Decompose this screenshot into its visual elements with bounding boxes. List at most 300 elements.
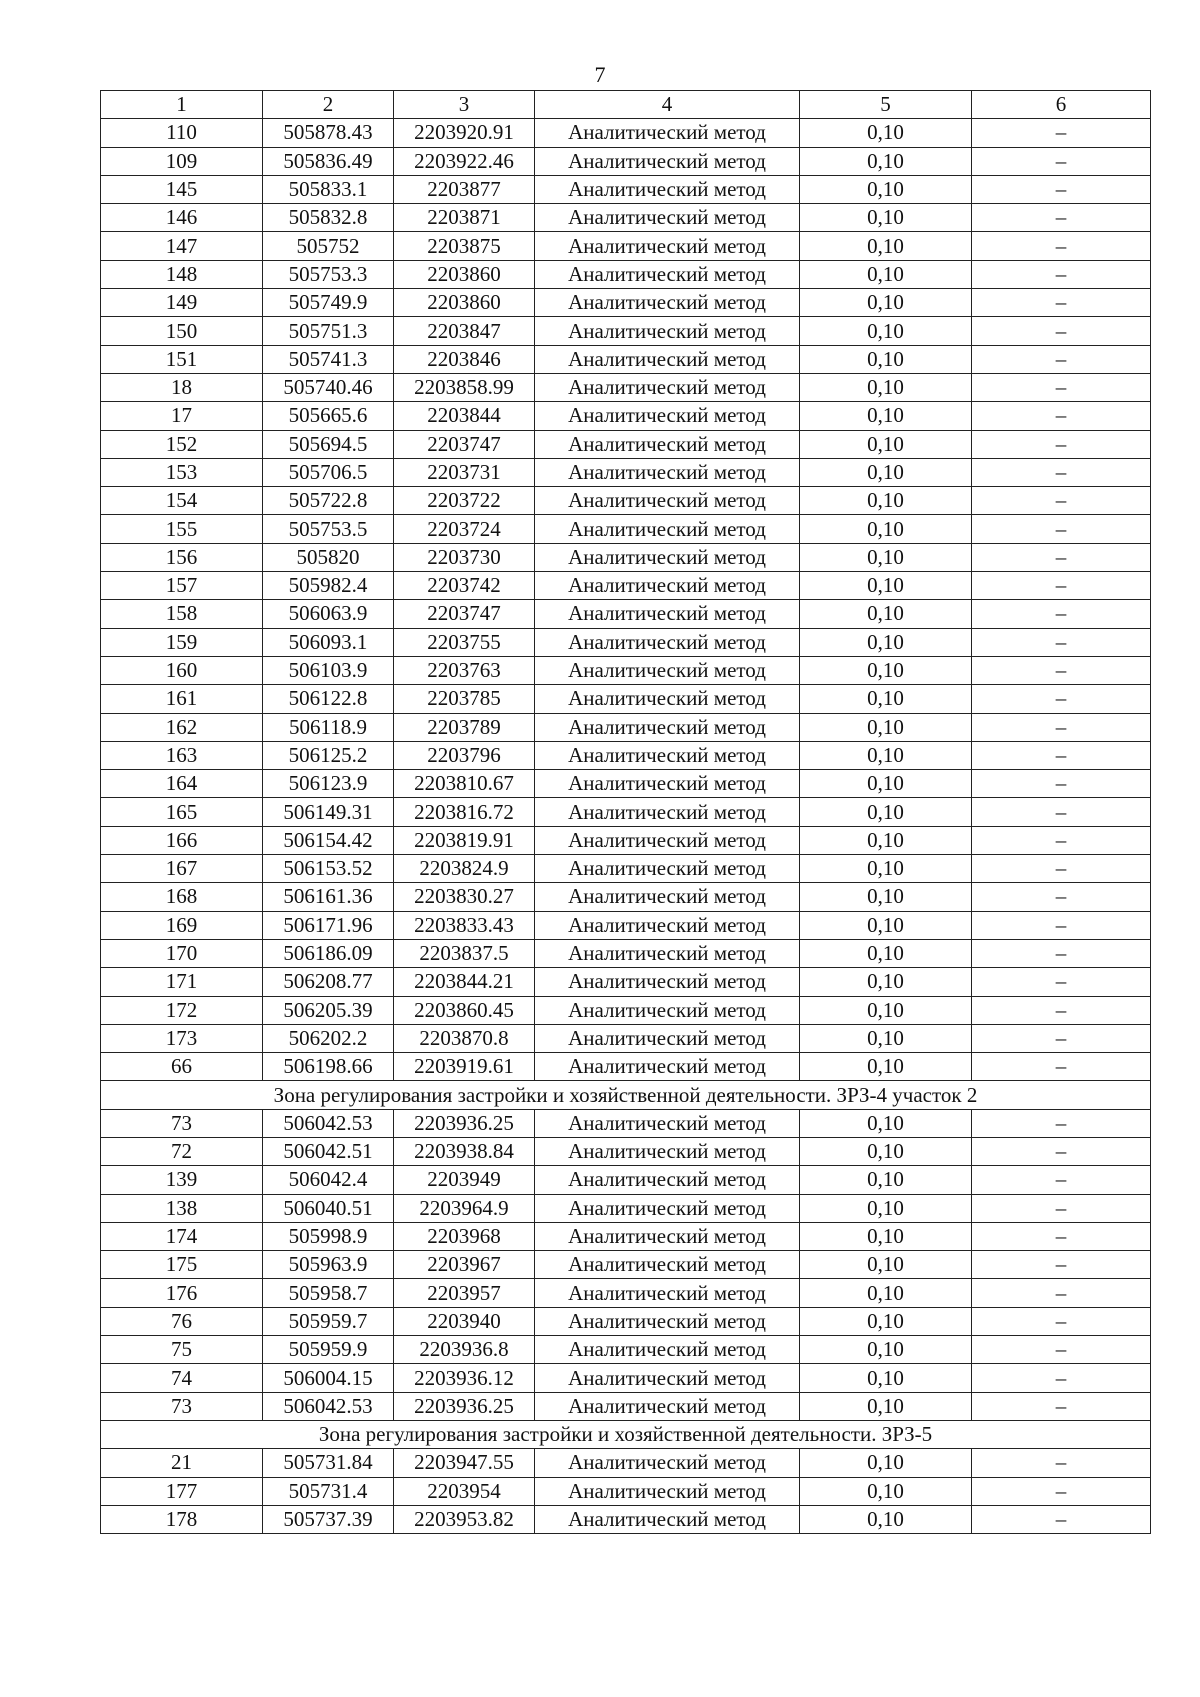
x-coordinate-cell: 505833.1 <box>263 175 394 203</box>
y-coordinate-cell: 2203870.8 <box>394 1024 535 1052</box>
x-coordinate-cell: 505751.3 <box>263 317 394 345</box>
note-cell: – <box>972 996 1151 1024</box>
table-row <box>101 685 1151 713</box>
method-cell: Аналитический метод <box>535 741 800 769</box>
header-cell: 2 <box>263 91 394 119</box>
y-coordinate-cell: 2203830.27 <box>394 883 535 911</box>
method-cell: Аналитический метод <box>535 968 800 996</box>
table-row <box>101 1364 1151 1392</box>
x-coordinate-cell: 505740.46 <box>263 373 394 401</box>
accuracy-cell: 0,10 <box>800 1251 972 1279</box>
header-cell: 4 <box>535 91 800 119</box>
x-coordinate-cell: 505665.6 <box>263 402 394 430</box>
table-row <box>101 996 1151 1024</box>
table-row <box>101 487 1151 515</box>
point-number-cell: 158 <box>101 600 263 628</box>
y-coordinate-cell: 2203936.12 <box>394 1364 535 1392</box>
point-number-cell: 75 <box>101 1336 263 1364</box>
note-cell: – <box>972 232 1151 260</box>
point-number-cell: 174 <box>101 1222 263 1250</box>
y-coordinate-cell: 2203968 <box>394 1222 535 1250</box>
method-cell: Аналитический метод <box>535 260 800 288</box>
x-coordinate-cell: 506171.96 <box>263 911 394 939</box>
y-coordinate-cell: 2203860 <box>394 289 535 317</box>
y-coordinate-cell: 2203936.25 <box>394 1109 535 1137</box>
x-coordinate-cell: 505753.3 <box>263 260 394 288</box>
x-coordinate-cell: 505741.3 <box>263 345 394 373</box>
x-coordinate-cell: 506153.52 <box>263 855 394 883</box>
method-cell: Аналитический метод <box>535 1307 800 1335</box>
note-cell: – <box>972 1194 1151 1222</box>
x-coordinate-cell: 506093.1 <box>263 628 394 656</box>
table-row <box>101 572 1151 600</box>
y-coordinate-cell: 2203810.67 <box>394 770 535 798</box>
header-cell: 1 <box>101 91 263 119</box>
method-cell: Аналитический метод <box>535 458 800 486</box>
x-coordinate-cell: 505722.8 <box>263 487 394 515</box>
note-cell: – <box>972 1336 1151 1364</box>
x-coordinate-cell: 505998.9 <box>263 1222 394 1250</box>
accuracy-cell: 0,10 <box>800 572 972 600</box>
note-cell: – <box>972 656 1151 684</box>
table-row <box>101 741 1151 769</box>
method-cell: Аналитический метод <box>535 826 800 854</box>
method-cell: Аналитический метод <box>535 543 800 571</box>
method-cell: Аналитический метод <box>535 1251 800 1279</box>
table-row <box>101 1251 1151 1279</box>
y-coordinate-cell: 2203747 <box>394 600 535 628</box>
table-row <box>101 826 1151 854</box>
table-row <box>101 1279 1151 1307</box>
note-cell: – <box>972 911 1151 939</box>
y-coordinate-cell: 2203940 <box>394 1307 535 1335</box>
point-number-cell: 176 <box>101 1279 263 1307</box>
y-coordinate-cell: 2203722 <box>394 487 535 515</box>
method-cell: Аналитический метод <box>535 713 800 741</box>
y-coordinate-cell: 2203847 <box>394 317 535 345</box>
x-coordinate-cell: 506161.36 <box>263 883 394 911</box>
x-coordinate-cell: 506118.9 <box>263 713 394 741</box>
x-coordinate-cell: 506042.53 <box>263 1392 394 1420</box>
x-coordinate-cell: 505749.9 <box>263 289 394 317</box>
point-number-cell: 167 <box>101 855 263 883</box>
zone-heading-row <box>101 1420 1151 1448</box>
y-coordinate-cell: 2203920.91 <box>394 119 535 147</box>
point-number-cell: 146 <box>101 204 263 232</box>
point-number-cell: 73 <box>101 1392 263 1420</box>
table-row <box>101 628 1151 656</box>
accuracy-cell: 0,10 <box>800 741 972 769</box>
y-coordinate-cell: 2203919.61 <box>394 1053 535 1081</box>
y-coordinate-cell: 2203837.5 <box>394 939 535 967</box>
table-row <box>101 458 1151 486</box>
method-cell: Аналитический метод <box>535 1449 800 1477</box>
point-number-cell: 165 <box>101 798 263 826</box>
point-number-cell: 147 <box>101 232 263 260</box>
x-coordinate-cell: 506198.66 <box>263 1053 394 1081</box>
header-cell: 3 <box>394 91 535 119</box>
accuracy-cell: 0,10 <box>800 430 972 458</box>
note-cell: – <box>972 1053 1151 1081</box>
table-row <box>101 1166 1151 1194</box>
y-coordinate-cell: 2203763 <box>394 656 535 684</box>
table-row <box>101 317 1151 345</box>
x-coordinate-cell: 505731.84 <box>263 1449 394 1477</box>
header-cell: 6 <box>972 91 1151 119</box>
note-cell: – <box>972 741 1151 769</box>
note-cell: – <box>972 402 1151 430</box>
table-row <box>101 232 1151 260</box>
point-number-cell: 138 <box>101 1194 263 1222</box>
y-coordinate-cell: 2203957 <box>394 1279 535 1307</box>
point-number-cell: 153 <box>101 458 263 486</box>
y-coordinate-cell: 2203871 <box>394 204 535 232</box>
point-number-cell: 150 <box>101 317 263 345</box>
y-coordinate-cell: 2203954 <box>394 1477 535 1505</box>
table-row <box>101 204 1151 232</box>
method-cell: Аналитический метод <box>535 656 800 684</box>
table-row <box>101 430 1151 458</box>
y-coordinate-cell: 2203846 <box>394 345 535 373</box>
method-cell: Аналитический метод <box>535 430 800 458</box>
accuracy-cell: 0,10 <box>800 402 972 430</box>
point-number-cell: 163 <box>101 741 263 769</box>
y-coordinate-cell: 2203731 <box>394 458 535 486</box>
accuracy-cell: 0,10 <box>800 1024 972 1052</box>
table-row <box>101 1222 1151 1250</box>
table-row <box>101 1392 1151 1420</box>
y-coordinate-cell: 2203936.25 <box>394 1392 535 1420</box>
point-number-cell: 171 <box>101 968 263 996</box>
method-cell: Аналитический метод <box>535 1109 800 1137</box>
accuracy-cell: 0,10 <box>800 628 972 656</box>
y-coordinate-cell: 2203730 <box>394 543 535 571</box>
note-cell: – <box>972 1449 1151 1477</box>
y-coordinate-cell: 2203875 <box>394 232 535 260</box>
note-cell: – <box>972 1279 1151 1307</box>
x-coordinate-cell: 506186.09 <box>263 939 394 967</box>
y-coordinate-cell: 2203936.8 <box>394 1336 535 1364</box>
y-coordinate-cell: 2203967 <box>394 1251 535 1279</box>
x-coordinate-cell: 505753.5 <box>263 515 394 543</box>
x-coordinate-cell: 506125.2 <box>263 741 394 769</box>
table-row <box>101 515 1151 543</box>
y-coordinate-cell: 2203785 <box>394 685 535 713</box>
method-cell: Аналитический метод <box>535 1336 800 1364</box>
accuracy-cell: 0,10 <box>800 1307 972 1335</box>
point-number-cell: 162 <box>101 713 263 741</box>
accuracy-cell: 0,10 <box>800 1222 972 1250</box>
x-coordinate-cell: 506202.2 <box>263 1024 394 1052</box>
accuracy-cell: 0,10 <box>800 770 972 798</box>
table-row <box>101 1307 1151 1335</box>
y-coordinate-cell: 2203938.84 <box>394 1137 535 1165</box>
accuracy-cell: 0,10 <box>800 911 972 939</box>
point-number-cell: 152 <box>101 430 263 458</box>
accuracy-cell: 0,10 <box>800 289 972 317</box>
accuracy-cell: 0,10 <box>800 1364 972 1392</box>
method-cell: Аналитический метод <box>535 175 800 203</box>
x-coordinate-cell: 505958.7 <box>263 1279 394 1307</box>
table-row <box>101 1505 1151 1533</box>
method-cell: Аналитический метод <box>535 855 800 883</box>
y-coordinate-cell: 2203724 <box>394 515 535 543</box>
table-row <box>101 1024 1151 1052</box>
note-cell: – <box>972 685 1151 713</box>
x-coordinate-cell: 506042.53 <box>263 1109 394 1137</box>
note-cell: – <box>972 855 1151 883</box>
point-number-cell: 109 <box>101 147 263 175</box>
x-coordinate-cell: 505878.43 <box>263 119 394 147</box>
accuracy-cell: 0,10 <box>800 1392 972 1420</box>
method-cell: Аналитический метод <box>535 939 800 967</box>
note-cell: – <box>972 1024 1151 1052</box>
accuracy-cell: 0,10 <box>800 1194 972 1222</box>
coordinates-table <box>100 90 1151 1534</box>
x-coordinate-cell: 505963.9 <box>263 1251 394 1279</box>
method-cell: Аналитический метод <box>535 798 800 826</box>
note-cell: – <box>972 1505 1151 1533</box>
table-row <box>101 175 1151 203</box>
note-cell: – <box>972 204 1151 232</box>
y-coordinate-cell: 2203858.99 <box>394 373 535 401</box>
x-coordinate-cell: 505706.5 <box>263 458 394 486</box>
page-number: 7 <box>594 62 606 87</box>
header-row <box>101 91 1151 119</box>
note-cell: – <box>972 826 1151 854</box>
point-number-cell: 175 <box>101 1251 263 1279</box>
x-coordinate-cell: 506063.9 <box>263 600 394 628</box>
x-coordinate-cell: 506123.9 <box>263 770 394 798</box>
point-number-cell: 72 <box>101 1137 263 1165</box>
method-cell: Аналитический метод <box>535 1505 800 1533</box>
x-coordinate-cell: 505959.7 <box>263 1307 394 1335</box>
point-number-cell: 177 <box>101 1477 263 1505</box>
note-cell: – <box>972 487 1151 515</box>
method-cell: Аналитический метод <box>535 1279 800 1307</box>
method-cell: Аналитический метод <box>535 289 800 317</box>
table-row <box>101 373 1151 401</box>
x-coordinate-cell: 506040.51 <box>263 1194 394 1222</box>
point-number-cell: 157 <box>101 572 263 600</box>
point-number-cell: 156 <box>101 543 263 571</box>
table-row <box>101 883 1151 911</box>
point-number-cell: 172 <box>101 996 263 1024</box>
note-cell: – <box>972 1166 1151 1194</box>
accuracy-cell: 0,10 <box>800 1053 972 1081</box>
note-cell: – <box>972 1251 1151 1279</box>
accuracy-cell: 0,10 <box>800 656 972 684</box>
note-cell: – <box>972 317 1151 345</box>
accuracy-cell: 0,10 <box>800 458 972 486</box>
method-cell: Аналитический метод <box>535 770 800 798</box>
accuracy-cell: 0,10 <box>800 175 972 203</box>
x-coordinate-cell: 505982.4 <box>263 572 394 600</box>
point-number-cell: 155 <box>101 515 263 543</box>
accuracy-cell: 0,10 <box>800 487 972 515</box>
table-row <box>101 1449 1151 1477</box>
y-coordinate-cell: 2203860.45 <box>394 996 535 1024</box>
table-row <box>101 119 1151 147</box>
table-row <box>101 968 1151 996</box>
table-row <box>101 260 1151 288</box>
table-row <box>101 1194 1151 1222</box>
accuracy-cell: 0,10 <box>800 1137 972 1165</box>
y-coordinate-cell: 2203949 <box>394 1166 535 1194</box>
point-number-cell: 178 <box>101 1505 263 1533</box>
point-number-cell: 159 <box>101 628 263 656</box>
note-cell: – <box>972 1222 1151 1250</box>
x-coordinate-cell: 506122.8 <box>263 685 394 713</box>
table-row <box>101 289 1151 317</box>
accuracy-cell: 0,10 <box>800 600 972 628</box>
method-cell: Аналитический метод <box>535 487 800 515</box>
point-number-cell: 73 <box>101 1109 263 1137</box>
header-cell: 5 <box>800 91 972 119</box>
x-coordinate-cell: 506154.42 <box>263 826 394 854</box>
table-row <box>101 1336 1151 1364</box>
note-cell: – <box>972 147 1151 175</box>
method-cell: Аналитический метод <box>535 1053 800 1081</box>
point-number-cell: 168 <box>101 883 263 911</box>
method-cell: Аналитический метод <box>535 345 800 373</box>
accuracy-cell: 0,10 <box>800 1336 972 1364</box>
note-cell: – <box>972 1477 1151 1505</box>
table-row <box>101 1477 1151 1505</box>
method-cell: Аналитический метод <box>535 1477 800 1505</box>
accuracy-cell: 0,10 <box>800 232 972 260</box>
point-number-cell: 170 <box>101 939 263 967</box>
point-number-cell: 173 <box>101 1024 263 1052</box>
y-coordinate-cell: 2203742 <box>394 572 535 600</box>
method-cell: Аналитический метод <box>535 1166 800 1194</box>
table-row <box>101 1053 1151 1081</box>
note-cell: – <box>972 175 1151 203</box>
note-cell: – <box>972 713 1151 741</box>
accuracy-cell: 0,10 <box>800 826 972 854</box>
accuracy-cell: 0,10 <box>800 1477 972 1505</box>
table-row <box>101 147 1151 175</box>
table-row <box>101 798 1151 826</box>
accuracy-cell: 0,10 <box>800 798 972 826</box>
accuracy-cell: 0,10 <box>800 204 972 232</box>
note-cell: – <box>972 883 1151 911</box>
note-cell: – <box>972 289 1151 317</box>
y-coordinate-cell: 2203796 <box>394 741 535 769</box>
note-cell: – <box>972 628 1151 656</box>
note-cell: – <box>972 543 1151 571</box>
point-number-cell: 139 <box>101 1166 263 1194</box>
method-cell: Аналитический метод <box>535 1024 800 1052</box>
note-cell: – <box>972 600 1151 628</box>
accuracy-cell: 0,10 <box>800 1449 972 1477</box>
y-coordinate-cell: 2203922.46 <box>394 147 535 175</box>
method-cell: Аналитический метод <box>535 147 800 175</box>
x-coordinate-cell: 506205.39 <box>263 996 394 1024</box>
note-cell: – <box>972 430 1151 458</box>
accuracy-cell: 0,10 <box>800 317 972 345</box>
method-cell: Аналитический метод <box>535 232 800 260</box>
method-cell: Аналитический метод <box>535 317 800 345</box>
x-coordinate-cell: 505731.4 <box>263 1477 394 1505</box>
note-cell: – <box>972 458 1151 486</box>
y-coordinate-cell: 2203964.9 <box>394 1194 535 1222</box>
x-coordinate-cell: 505694.5 <box>263 430 394 458</box>
method-cell: Аналитический метод <box>535 204 800 232</box>
accuracy-cell: 0,10 <box>800 373 972 401</box>
x-coordinate-cell: 506004.15 <box>263 1364 394 1392</box>
x-coordinate-cell: 505820 <box>263 543 394 571</box>
note-cell: – <box>972 1307 1151 1335</box>
x-coordinate-cell: 506042.51 <box>263 1137 394 1165</box>
note-cell: – <box>972 1137 1151 1165</box>
y-coordinate-cell: 2203755 <box>394 628 535 656</box>
method-cell: Аналитический метод <box>535 1194 800 1222</box>
point-number-cell: 149 <box>101 289 263 317</box>
y-coordinate-cell: 2203844.21 <box>394 968 535 996</box>
point-number-cell: 17 <box>101 402 263 430</box>
point-number-cell: 74 <box>101 1364 263 1392</box>
point-number-cell: 169 <box>101 911 263 939</box>
y-coordinate-cell: 2203947.55 <box>394 1449 535 1477</box>
point-number-cell: 18 <box>101 373 263 401</box>
y-coordinate-cell: 2203824.9 <box>394 855 535 883</box>
note-cell: – <box>972 515 1151 543</box>
x-coordinate-cell: 505737.39 <box>263 1505 394 1533</box>
table-row <box>101 770 1151 798</box>
x-coordinate-cell: 506103.9 <box>263 656 394 684</box>
point-number-cell: 66 <box>101 1053 263 1081</box>
table-row <box>101 1137 1151 1165</box>
method-cell: Аналитический метод <box>535 119 800 147</box>
table-row <box>101 600 1151 628</box>
x-coordinate-cell: 505959.9 <box>263 1336 394 1364</box>
y-coordinate-cell: 2203816.72 <box>394 798 535 826</box>
note-cell: – <box>972 345 1151 373</box>
note-cell: – <box>972 798 1151 826</box>
accuracy-cell: 0,10 <box>800 1505 972 1533</box>
note-cell: – <box>972 260 1151 288</box>
method-cell: Аналитический метод <box>535 1364 800 1392</box>
accuracy-cell: 0,10 <box>800 1109 972 1137</box>
accuracy-cell: 0,10 <box>800 968 972 996</box>
method-cell: Аналитический метод <box>535 911 800 939</box>
note-cell: – <box>972 968 1151 996</box>
accuracy-cell: 0,10 <box>800 996 972 1024</box>
point-number-cell: 154 <box>101 487 263 515</box>
table-row <box>101 1109 1151 1137</box>
note-cell: – <box>972 1392 1151 1420</box>
method-cell: Аналитический метод <box>535 1137 800 1165</box>
accuracy-cell: 0,10 <box>800 855 972 883</box>
zone-heading-row <box>101 1081 1151 1109</box>
table-row <box>101 911 1151 939</box>
table-row <box>101 402 1151 430</box>
zone-heading: Зона регулирования застройки и хозяйственной деятельности. ЗРЗ-4 участок 2 <box>101 1081 1151 1109</box>
note-cell: – <box>972 1364 1151 1392</box>
table-row <box>101 939 1151 967</box>
note-cell: – <box>972 939 1151 967</box>
x-coordinate-cell: 505752 <box>263 232 394 260</box>
zone-heading: Зона регулирования застройки и хозяйственной деятельности. ЗРЗ-5 <box>101 1420 1151 1448</box>
y-coordinate-cell: 2203789 <box>394 713 535 741</box>
accuracy-cell: 0,10 <box>800 345 972 373</box>
table-body <box>101 91 1151 1534</box>
accuracy-cell: 0,10 <box>800 543 972 571</box>
note-cell: – <box>972 373 1151 401</box>
y-coordinate-cell: 2203844 <box>394 402 535 430</box>
y-coordinate-cell: 2203953.82 <box>394 1505 535 1533</box>
